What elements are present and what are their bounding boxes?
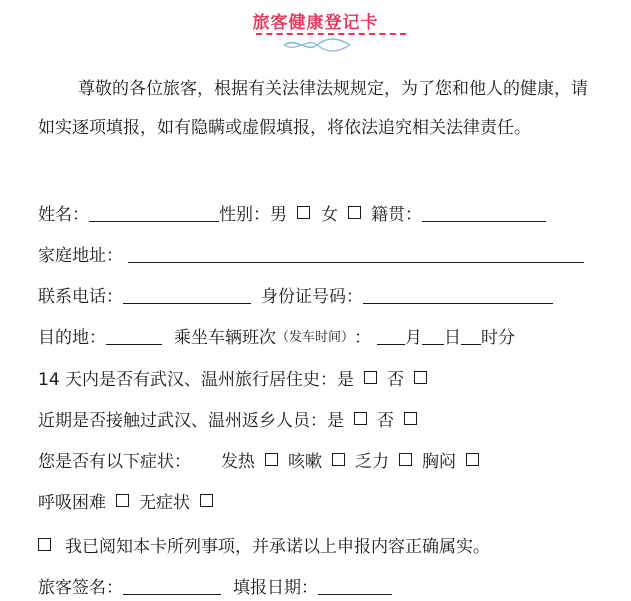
traveler-sign-label: 旅客签名： xyxy=(38,577,123,598)
title-underline xyxy=(256,33,406,35)
row-symptoms xyxy=(38,444,489,474)
destination-field[interactable] xyxy=(106,326,162,345)
vehicle-colon: ： xyxy=(354,327,372,348)
female-label: 女 xyxy=(321,204,338,225)
departure-time-note: （发车时间） xyxy=(276,329,355,345)
travel-yes-checkbox[interactable] xyxy=(364,371,377,384)
gender-label: 性别： xyxy=(219,204,270,225)
male-checkbox[interactable] xyxy=(297,206,310,219)
month-field[interactable] xyxy=(377,326,405,345)
row-phone-id xyxy=(38,279,553,309)
symptom-none-checkbox[interactable] xyxy=(200,494,213,507)
native-place-field[interactable] xyxy=(422,203,546,222)
declaration-text: 我已阅知本卡所列事项，并承诺以上申报内容正确属实。 xyxy=(65,536,490,557)
row-travel-history xyxy=(38,362,437,392)
row-declaration xyxy=(38,529,490,559)
symptom-fever-label: 发热 xyxy=(221,451,255,472)
phone-label: 联系电话： xyxy=(38,286,123,307)
symptom-chest-tightness-label: 胸闷 xyxy=(422,451,456,472)
hour-label: 时分 xyxy=(481,327,516,348)
row-name-gender xyxy=(38,197,546,227)
female-checkbox[interactable] xyxy=(348,206,361,219)
symptom-breathing-checkbox[interactable] xyxy=(116,494,129,507)
contact-yes-checkbox[interactable] xyxy=(354,412,367,425)
fill-date-field[interactable] xyxy=(318,576,392,595)
declaration-checkbox[interactable] xyxy=(38,538,51,551)
symptom-chest-tightness-checkbox[interactable] xyxy=(466,453,479,466)
symptom-none-label: 无症状 xyxy=(139,492,190,513)
name-field[interactable] xyxy=(89,203,219,222)
hour-field[interactable] xyxy=(461,326,481,345)
name-label: 姓名： xyxy=(38,204,89,225)
card-title: 旅客健康登记卡 xyxy=(252,13,379,33)
decorative-flourish-icon xyxy=(282,38,352,52)
native-place-label: 籍贯： xyxy=(371,204,422,225)
travel-no-checkbox[interactable] xyxy=(414,371,427,384)
symptom-fatigue-checkbox[interactable] xyxy=(399,453,412,466)
vehicle-label: 乘坐车辆班次 xyxy=(174,327,276,348)
contact-history-question: 近期是否接触过武汉、温州返乡人员：是 xyxy=(38,410,344,431)
month-label: 月 xyxy=(405,327,423,348)
destination-label: 目的地： xyxy=(38,327,106,348)
row-contact-history xyxy=(38,403,427,433)
intro-paragraph: 尊敬的各位旅客，根据有关法律法规规定，为了您和他人的健康，请如实逐项填报，如有隐瞒或虚假填报，将依法追究相关法律责任。 xyxy=(38,79,588,138)
day-field[interactable] xyxy=(422,326,444,345)
contact-no-label: 否 xyxy=(377,410,394,431)
phone-field[interactable] xyxy=(123,285,251,304)
symptom-fatigue-label: 乏力 xyxy=(355,451,389,472)
row-signature xyxy=(38,570,392,600)
symptom-cough-label: 咳嗽 xyxy=(288,451,322,472)
symptom-breathing-label: 呼吸困难 xyxy=(38,492,106,513)
fill-date-label: 填报日期： xyxy=(233,577,318,598)
male-label: 男 xyxy=(270,204,287,225)
row-symptoms-2 xyxy=(38,485,223,515)
address-label: 家庭地址： xyxy=(38,245,123,266)
travel-history-question: 14 天内是否有武汉、温州旅行居住史：是 xyxy=(38,369,355,390)
id-number-label: 身份证号码： xyxy=(261,286,363,307)
day-label: 日 xyxy=(444,327,462,348)
traveler-sign-field[interactable] xyxy=(123,576,221,595)
id-number-field[interactable] xyxy=(363,285,553,304)
row-address xyxy=(38,238,584,268)
symptom-cough-checkbox[interactable] xyxy=(332,453,345,466)
address-field[interactable] xyxy=(128,244,584,263)
contact-no-checkbox[interactable] xyxy=(404,412,417,425)
travel-no-label: 否 xyxy=(387,369,405,390)
symptoms-label: 您是否有以下症状： xyxy=(38,451,191,472)
symptom-fever-checkbox[interactable] xyxy=(265,453,278,466)
row-destination xyxy=(38,320,515,350)
